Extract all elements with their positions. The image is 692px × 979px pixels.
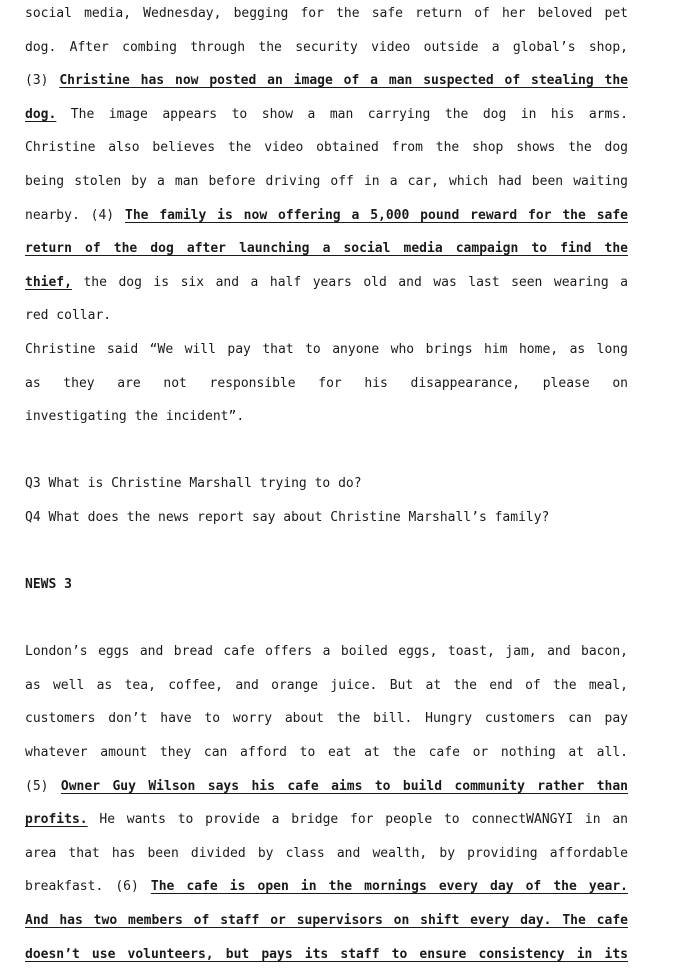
underlined-answer: Christine has now posted an image of a man suspected of stealing the	[59, 73, 628, 89]
text-line	[25, 941, 628, 975]
underlined-answer: doesn’t use volunteers, but pays its staff to ensure consistency in its	[25, 946, 628, 962]
news3-article	[25, 638, 628, 974]
text-line	[25, 403, 628, 437]
plain-text: being stolen by a man before driving off in a car, which had been waiting	[25, 173, 628, 189]
plain-text: London’s eggs and bread cafe offers a boiled eggs, toast, jam, and bacon,	[25, 644, 628, 660]
news3-heading: NEWS 3	[25, 577, 72, 593]
text-line	[25, 269, 628, 303]
text-line	[25, 202, 628, 236]
text-line	[25, 134, 628, 168]
underlined-answer: return of the dog after launching a social media campaign to find the	[25, 241, 628, 257]
text-line	[25, 370, 628, 404]
blank-line	[25, 538, 628, 572]
text-line	[25, 302, 628, 336]
underlined-answer: thief,	[25, 274, 72, 290]
plain-text: customers don’t have to worry about the bill. Hungry customers can pay	[25, 711, 628, 727]
text-line	[25, 907, 628, 941]
text-line	[25, 168, 628, 202]
plain-text: social media, Wednesday, begging for the safe return of her beloved pet	[25, 6, 628, 21]
plain-text: The image appears to show a man carrying the dog in his arms.	[56, 106, 628, 122]
plain-text: whatever amount they can afford to eat at the cafe or nothing at all.	[25, 745, 628, 761]
text-line	[25, 739, 628, 773]
plain-text: the dog is six and a half years old and was last seen wearing a	[71, 274, 628, 290]
text-line	[25, 806, 628, 840]
text-line	[25, 235, 628, 269]
text-line	[25, 840, 628, 874]
question-q3: Q3 What is Christine Marshall trying to do?	[25, 476, 362, 492]
blank-line	[25, 605, 628, 639]
news2-article	[25, 0, 628, 437]
underlined-answer: profits.	[25, 812, 88, 828]
plain-text: breakfast. (6)	[25, 879, 151, 895]
question-q4: Q4 What does the news report say about Christine Marshall’s family?	[25, 509, 550, 525]
text-line	[25, 638, 628, 672]
plain-text: as well as tea, coffee, and orange juice. But at the end of the meal,	[25, 677, 628, 693]
plain-text: nearby. (4)	[25, 207, 125, 223]
text-line	[25, 873, 628, 907]
plain-text: as they are not responsible for his disappearance, please on	[25, 375, 628, 391]
plain-text: area that has been divided by class and wealth, by providing affordable	[25, 845, 628, 861]
underlined-answer: dog.	[25, 106, 57, 122]
plain-text: red collar.	[25, 308, 112, 324]
underlined-answer: The cafe is open in the mornings every day of the year.	[150, 879, 628, 895]
text-line	[25, 67, 628, 101]
underlined-answer: Owner Guy Wilson says his cafe aims to build community rather than	[60, 778, 628, 794]
underlined-answer: The family is now offering a 5,000 pound reward for the safe	[125, 207, 628, 223]
text-line	[25, 0, 628, 34]
plain-text: (3)	[25, 73, 60, 89]
plain-text: dog. After combing through the security video outside a global’s shop,	[25, 39, 628, 55]
plain-text: Christine said “We will pay that to anyone who brings him home, as long	[25, 341, 628, 357]
text-line	[25, 672, 628, 706]
text-line	[25, 34, 628, 68]
plain-text: (5)	[25, 778, 61, 794]
text-line	[25, 101, 628, 135]
plain-text: Christine also believes the video obtained from the shop shows the dog	[25, 140, 628, 156]
text-line	[25, 336, 628, 370]
text-line	[25, 705, 628, 739]
blank-line	[25, 437, 628, 471]
text-line	[25, 773, 628, 807]
plain-text: investigating the incident”.	[25, 409, 245, 425]
plain-text: He wants to provide a bridge for people to connectWANGYI in an	[87, 812, 628, 828]
underlined-answer: And has two members of staff or supervisors on shift every day. The cafe	[25, 913, 628, 929]
